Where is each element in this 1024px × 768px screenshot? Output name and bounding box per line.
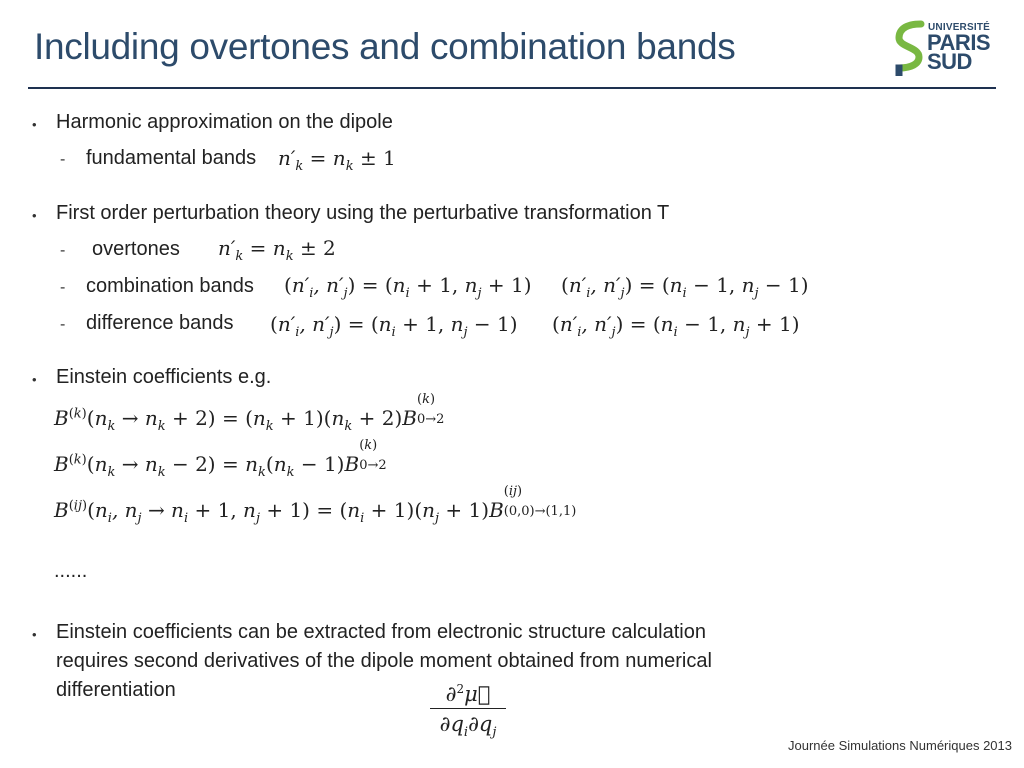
bullet-marker: • — [32, 208, 37, 223]
logo-line-sud: SUD — [927, 49, 972, 74]
bullet-harmonic-approximation: Harmonic approximation on the dipole — [56, 111, 393, 133]
sub-bullet-difference-bands: difference bands — [86, 312, 234, 334]
sub-bullet-overtones: overtones — [92, 238, 180, 260]
logo-line-paris: PARIS — [927, 30, 991, 55]
sub-bullet-fundamental-bands: fundamental bands — [86, 147, 257, 169]
bullet-marker: • — [32, 627, 37, 642]
sub-bullet-marker: - — [60, 151, 66, 168]
bullet-einstein-extraction-line1: Einstein coefficients can be extracted from electronic structure calculation — [56, 621, 706, 643]
bullet-marker: • — [32, 372, 37, 387]
university-logo — [895, 20, 995, 76]
sub-bullet-marker: - — [60, 279, 66, 296]
equation-fundamental-bands: $n'_k = n_k \pm 1$ — [278, 146, 396, 174]
equation-einstein-combination: $B^{(ij)}(n_i$, $n_j \to n_i + 1$, $n_j + 1) = (n_i + 1)(n_j + 1)B$ (ij) (0,0)→(1,1) — [54, 483, 577, 526]
logo-line-universite: UNIVERSITÉ — [928, 22, 991, 33]
logo-s-mark — [895, 20, 925, 76]
fraction-numerator: ∂$^2$μ⃗ — [445, 682, 491, 706]
equation-difference-1: ($n'_i$, $n'_j) = (n_i + 1$, $n_j - 1$) — [270, 312, 518, 340]
fraction-denominator: $\partial q_i\partial q_j$ — [439, 712, 497, 741]
slide-title: Including overtones and combination bands — [34, 26, 736, 67]
bullet-einstein-extraction-line2: requires second derivatives of the dipole moment obtained from numerical — [56, 650, 712, 672]
sub-bullet-marker: - — [60, 242, 66, 259]
bullet-marker: • — [32, 117, 37, 132]
bullet-einstein-extraction-line3: differentiation — [56, 679, 176, 701]
sub-bullet-marker: - — [60, 316, 66, 333]
title-underline — [28, 87, 996, 89]
equation-combination-1: ($n'_i$, $n'_j) = (n_i + 1$, $n_j + 1$) — [284, 273, 532, 301]
ellipsis: ...... — [54, 560, 88, 582]
dipole-second-derivative-fraction — [428, 682, 508, 740]
equation-einstein-overtone-up: $B^{(k)}(n_k \to n_k + 2) = (n_k + 1)(n_k + 2)B$ (k) 0→2 — [54, 391, 445, 434]
bullet-perturbation-theory: First order perturbation theory using the perturbative transformation T — [56, 202, 670, 224]
sub-bullet-combination-bands: combination bands — [86, 275, 254, 297]
equation-overtones: $n'_k = n_k \pm 2$ — [218, 236, 336, 264]
equation-difference-2: ($n'_i$, $n'_j) = (n_i - 1$, $n_j + 1$) — [552, 312, 800, 340]
equation-einstein-overtone-down: $B^{(k)}(n_k \to n_k - 2) = n_k(n_k - 1)B$ (k) 0→2 — [54, 437, 387, 480]
equation-combination-2: ($n'_i$, $n'_j) = (n_i - 1$, $n_j - 1$) — [561, 273, 809, 301]
slide-footer: Journée Simulations Numériques 2013 — [787, 738, 1012, 753]
bullet-einstein-coefficients: Einstein coefficients e.g. — [56, 366, 272, 388]
